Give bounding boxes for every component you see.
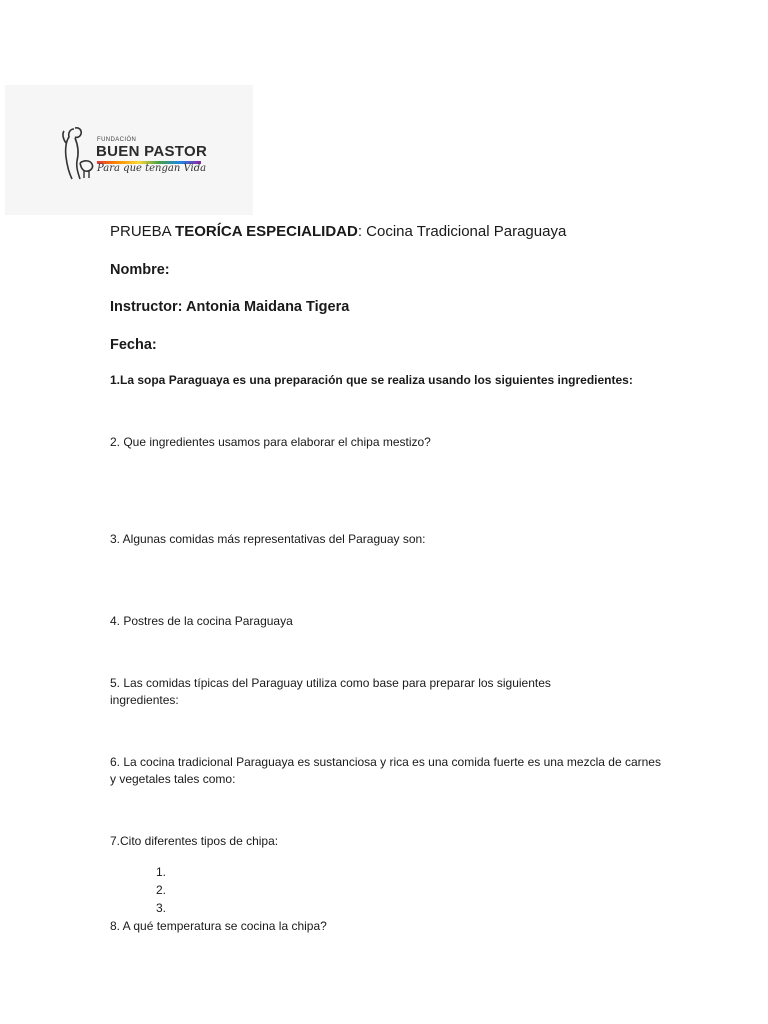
logo-small-text: FUNDACIÓN <box>97 137 137 143</box>
question-5: 5. Las comidas típicas del Paraguay utiliza como base para preparar los siguientes ingredientes: <box>110 676 551 707</box>
question-1: 1.La sopa Paraguaya es una preparación que se realiza usando los siguientes ingredientes: <box>110 373 633 387</box>
exam-title <box>110 223 566 240</box>
logo-title: BUEN PASTOR <box>96 143 208 160</box>
fecha-field: Fecha: <box>110 337 157 353</box>
question-8: 8. A qué temperatura se cocina la chipa? <box>110 919 327 933</box>
nombre-field: Nombre: <box>110 262 170 278</box>
list-item: 3. <box>156 901 167 915</box>
question-3: 3. Algunas comidas más representativas del Paraguay son: <box>110 532 426 546</box>
question-6: 6. La cocina tradicional Paraguaya es sustanciosa y rica es una comida fuerte es una mezcla de carnes y vegetales tales como: <box>110 755 661 786</box>
answer-list <box>156 863 166 917</box>
exam-title-bold: TEORÍCA ESPECIALIDAD <box>175 223 358 240</box>
logo <box>5 85 253 215</box>
logo-tagline: Para que tengan Vida <box>97 163 207 174</box>
shepherd-icon <box>60 123 96 181</box>
exam-title-prefix: PRUEBA <box>110 223 176 240</box>
exam-title-suffix: : Cocina Tradicional Paraguaya <box>357 223 567 240</box>
list-item: 2. <box>156 883 167 897</box>
question-4: 4. Postres de la cocina Paraguaya <box>110 614 293 628</box>
question-7: 7.Cito diferentes tipos de chipa: <box>110 834 279 848</box>
list-item: 1. <box>156 865 167 879</box>
instructor-field: Instructor: Antonia Maidana Tigera <box>110 299 350 315</box>
question-2: 2. Que ingredientes usamos para elaborar el chipa mestizo? <box>110 435 431 449</box>
